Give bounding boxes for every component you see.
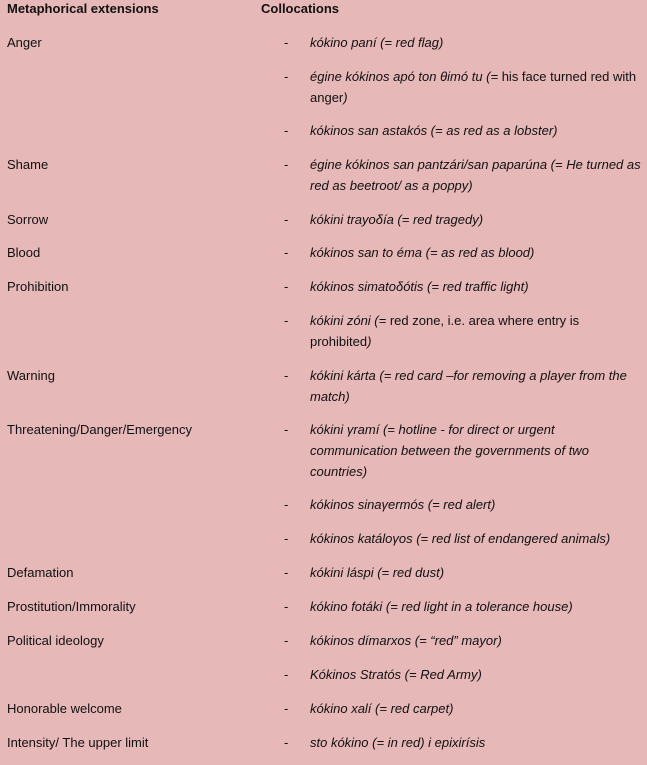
extension-intensity: Intensity/ The upper limit [7, 735, 149, 750]
collocation-item [310, 310, 644, 352]
extension-warning: Warning [7, 368, 55, 383]
collocation-item: kókino paní (= red flag) [310, 35, 444, 50]
collocation-gloss: his face turned red with anger [310, 69, 637, 105]
bullet-dash: - [284, 701, 289, 716]
bullet-dash: - [284, 735, 289, 750]
bullet-dash: - [284, 157, 289, 172]
bullet-dash: - [284, 368, 289, 383]
collocation-close: ) [343, 90, 348, 105]
collocation-close: ) [367, 334, 372, 349]
extension-prostitution: Prostitution/Immorality [7, 599, 136, 614]
bullet-dash: - [284, 279, 289, 294]
collocation-item: kókinos san to éma (= as red as blood) [310, 245, 535, 260]
collocation-item: kókino xalí (= red carpet) [310, 701, 454, 716]
collocation-item: Kókinos Stratós (= Red Army) [310, 667, 482, 682]
header-metaphorical-extensions: Metaphorical extensions [7, 1, 159, 16]
collocation-term: kókini zóni (= [310, 313, 390, 328]
bullet-dash: - [284, 422, 289, 437]
collocation-item: kókinos sinaγermós (= red alert) [310, 497, 496, 512]
extension-shame: Shame [7, 157, 49, 172]
collocation-item: kókinos dímarxos (= “red” mayor) [310, 633, 502, 648]
collocation-item: kókinos san astakós (= as red as a lobster) [310, 123, 558, 138]
collocation-gloss: red zone, i.e. area where entry is prohibited [310, 313, 580, 349]
bullet-dash: - [284, 599, 289, 614]
extension-honorable-welcome: Honorable welcome [7, 701, 122, 716]
extension-anger: Anger [7, 35, 42, 50]
collocation-item: kókini γramí (= hotline - for direct or urgent communication between the governments of two countries) [310, 422, 589, 479]
collocation-item: kókinos katáloγos (= red list of endangered animals) [310, 531, 611, 546]
bullet-dash: - [284, 633, 289, 648]
collocation-item: kókini trayoδía (= red tragedy) [310, 212, 484, 227]
collocation-term: égine kókinos apó ton θimó tu (= [310, 69, 502, 84]
extension-blood: Blood [7, 245, 41, 260]
collocation-item: égine kókinos san pantzári/san paparúna (= He turned as red as beetroot/ as a poppy) [310, 157, 641, 193]
extension-prohibition: Prohibition [7, 279, 69, 294]
collocation-item: kókino fotáki (= red light in a tolerance house) [310, 599, 573, 614]
extension-threatening: Threatening/Danger/Emergency [7, 422, 192, 437]
header-collocations: Collocations [261, 1, 340, 16]
bullet-dash: - [284, 69, 289, 84]
bullet-dash: - [284, 313, 289, 328]
collocation-item [310, 66, 644, 108]
bullet-dash: - [284, 245, 289, 260]
bullet-dash: - [284, 667, 289, 682]
bullet-dash: - [284, 531, 289, 546]
collocation-item: kókini láspi (= red dust) [310, 565, 445, 580]
bullet-dash: - [284, 35, 289, 50]
collocation-item: kókinos simatoδótis (= red traffic light) [310, 279, 529, 294]
collocation-item: kókini kárta (= red card –for removing a player from the match) [310, 368, 627, 404]
bullet-dash: - [284, 123, 289, 138]
bullet-dash: - [284, 565, 289, 580]
extension-defamation: Defamation [7, 565, 74, 580]
extension-political-ideology: Political ideology [7, 633, 104, 648]
extension-sorrow: Sorrow [7, 212, 49, 227]
bullet-dash: - [284, 497, 289, 512]
bullet-dash: - [284, 212, 289, 227]
collocation-item: sto kókino (= in red) i epixirísis [310, 735, 486, 750]
